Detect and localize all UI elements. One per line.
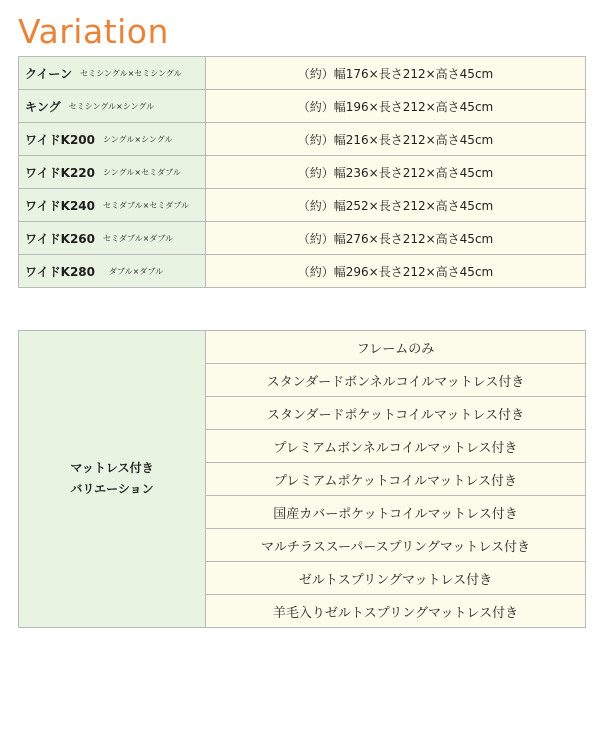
mattress-option: スタンダードポケットコイルマットレス付き (206, 397, 586, 430)
size-label-cell (19, 255, 206, 288)
size-composition: セミシングル×セミシングル (80, 68, 182, 78)
size-label-cell (19, 90, 206, 123)
size-dimensions: （約）幅276×長さ212×高さ45cm (206, 222, 586, 255)
mattress-option: 羊毛入りゼルトスプリングマットレス付き (206, 595, 586, 628)
table-row (19, 90, 586, 123)
size-composition: セミダブル×ダブル (103, 233, 174, 243)
table-row (19, 222, 586, 255)
mattress-option: ゼルトスプリングマットレス付き (206, 562, 586, 595)
size-composition: セミダブル×セミダブル (103, 200, 190, 210)
size-composition: セミシングル×シングル (68, 101, 155, 111)
size-model: キング (25, 99, 61, 114)
size-composition: シングル×セミダブル (103, 167, 181, 177)
table-row (19, 189, 586, 222)
size-label-cell (19, 156, 206, 189)
size-label-cell (19, 189, 206, 222)
mattress-group-label-line2: バリエーション (70, 482, 154, 496)
size-dimensions: （約）幅216×長さ212×高さ45cm (206, 123, 586, 156)
mattress-option: プレミアムボンネルコイルマットレス付き (206, 430, 586, 463)
size-dimensions: （約）幅252×長さ212×高さ45cm (206, 189, 586, 222)
table-row (19, 156, 586, 189)
mattress-option: フレームのみ (206, 331, 586, 364)
size-composition: ダブル×ダブル (109, 266, 164, 276)
mattress-group-label-line1: マットレス付き (70, 461, 154, 475)
mattress-option: 国産カバーポケットコイルマットレス付き (206, 496, 586, 529)
size-label-cell (19, 222, 206, 255)
size-dimensions: （約）幅236×長さ212×高さ45cm (206, 156, 586, 189)
size-model: ワイドK200 (25, 132, 95, 147)
mattress-option: マルチラススーパースプリングマットレス付き (206, 529, 586, 562)
size-model: ワイドK280 (25, 264, 95, 279)
table-row (19, 331, 586, 364)
page-title: Variation (18, 12, 169, 51)
size-label-cell (19, 123, 206, 156)
size-table (18, 56, 586, 288)
mattress-option: プレミアムポケットコイルマットレス付き (206, 463, 586, 496)
table-row (19, 255, 586, 288)
table-row (19, 57, 586, 90)
size-dimensions: （約）幅176×長さ212×高さ45cm (206, 57, 586, 90)
size-dimensions: （約）幅296×長さ212×高さ45cm (206, 255, 586, 288)
size-composition: シングル×シングル (103, 134, 173, 144)
size-model: ワイドK240 (25, 198, 95, 213)
size-model: クイーン (25, 66, 73, 81)
size-label-cell (19, 57, 206, 90)
mattress-option: スタンダードボンネルコイルマットレス付き (206, 364, 586, 397)
table-row (19, 123, 586, 156)
mattress-table (18, 330, 586, 628)
size-dimensions: （約）幅196×長さ212×高さ45cm (206, 90, 586, 123)
mattress-group-label (19, 331, 206, 628)
size-model: ワイドK260 (25, 231, 95, 246)
size-model: ワイドK220 (25, 165, 95, 180)
